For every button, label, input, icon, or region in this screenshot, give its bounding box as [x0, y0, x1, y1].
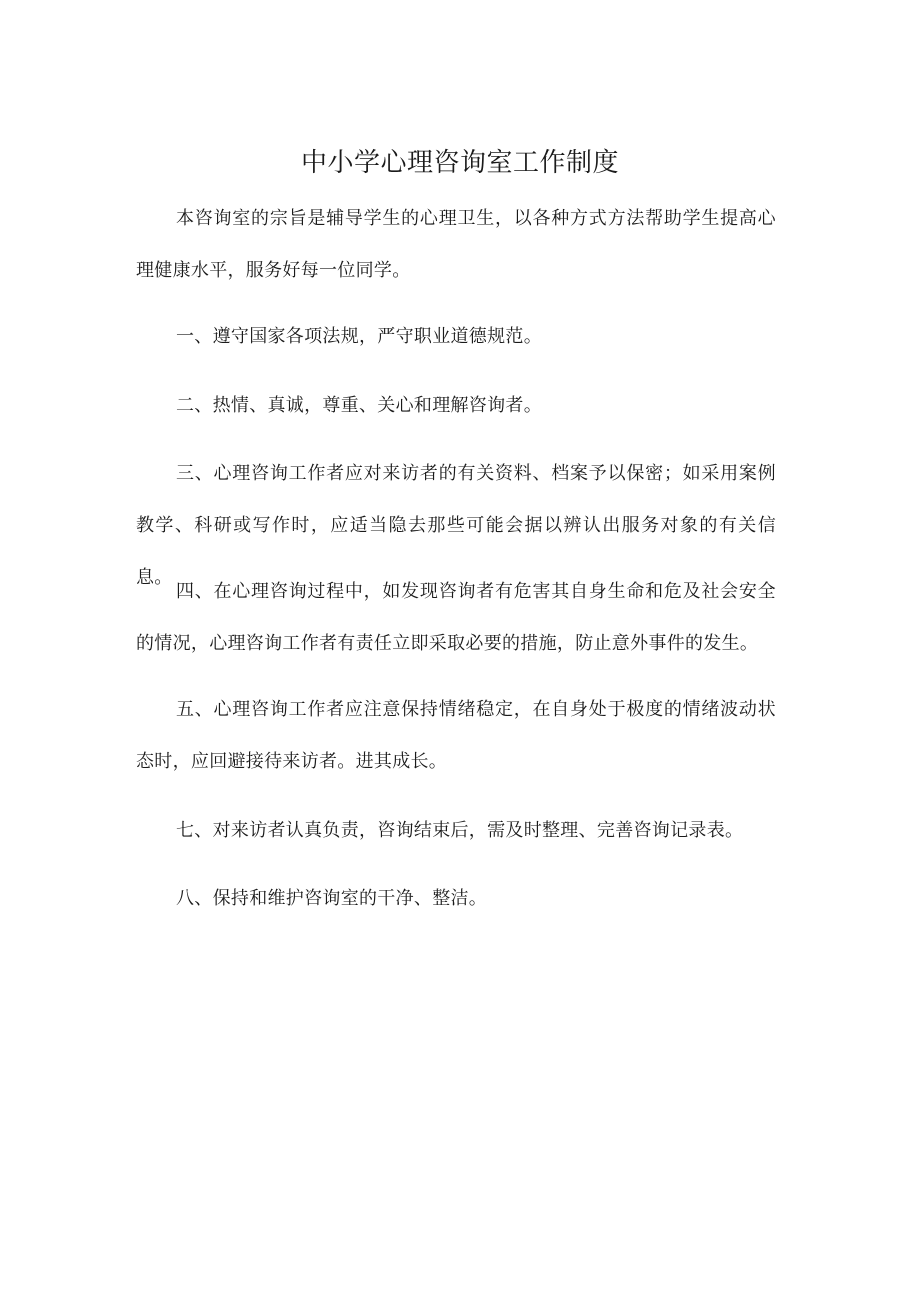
- rule-paragraph-2: 二、热情、真诚，尊重、关心和理解咨询者。: [176, 395, 542, 416]
- rule-paragraph-3: 三、心理咨询工作者应对来访者的有关资料、档案予以保密；如采用案例教学、科研或写作时，应适当隐去那些可能会据以辨认出服务对象的有关信息。: [136, 463, 776, 588]
- rule-paragraph-1: 一、遵守国家各项法规，严守职业道德规范。: [176, 326, 542, 347]
- document-title: 中小学心理咨询室工作制度: [300, 148, 619, 178]
- intro-paragraph: 本咨询室的宗旨是辅导学生的心理卫生，以各种方式方法帮助学生提高心理健康水平，服务好每一位同学。: [136, 208, 776, 281]
- rule-paragraph-5: 五、心理咨询工作者应注意保持情绪稳定，在自身处于极度的情绪波动状态时，应回避接待来访者。进其成长。: [136, 699, 776, 772]
- rule-paragraph-4: 四、在心理咨询过程中，如发现咨询者有危害其自身生命和危及社会安全的情况，心理咨询工作者有责任立即采取必要的措施，防止意外事件的发生。: [136, 581, 776, 654]
- rule-paragraph-7: 七、对来访者认真负责，咨询结束后，需及时整理、完善咨询记录表。: [176, 820, 744, 841]
- rule-paragraph-8: 八、保持和维护咨询室的干净、整洁。: [176, 888, 488, 909]
